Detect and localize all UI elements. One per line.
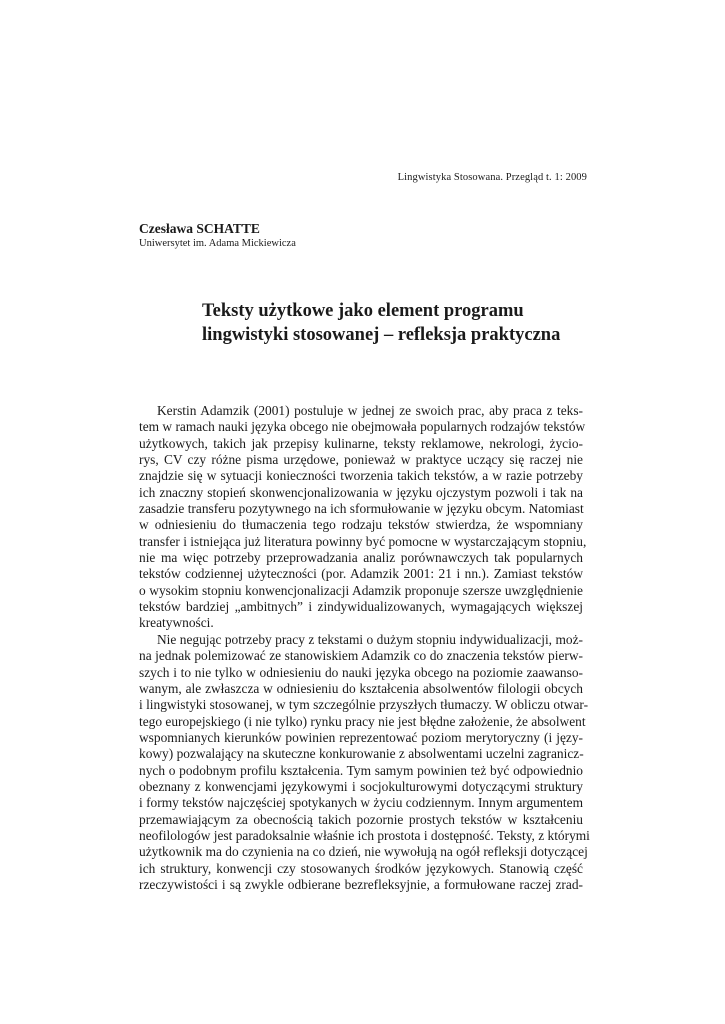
running-header: Lingwistyka Stosowana. Przegląd t. 1: 2009 bbox=[397, 172, 587, 183]
body-line: wanym, ale zwłaszcza w odniesieniu do kształcenia absolwentów filologii obcych bbox=[139, 680, 583, 696]
body-line: tekstów bardziej „ambitnych” i zindywidualizowanych, wymagających większej bbox=[139, 599, 583, 615]
article-title-line: lingwistyki stosowanej – refleksja praktyczna bbox=[202, 325, 561, 345]
body-line: i formy tekstów najczęściej spotykanych w życiu codziennym. Innym argumentem bbox=[139, 795, 583, 811]
article-title-line: Teksty użytkowe jako element programu bbox=[202, 301, 524, 321]
body-line: kreatywności. bbox=[139, 615, 214, 631]
body-line: ich znaczny stopień skonwencjonalizowania w języku ojczystym pozwoli i tak na bbox=[139, 484, 583, 500]
body-line: Nie negując potrzeby pracy z tekstami o dużym stopniu indywidualizacji, moż- bbox=[157, 631, 583, 647]
body-line: nie ma więc potrzeby przeprowadzania analiz porównawczych tak popularnych bbox=[139, 550, 583, 566]
body-line: szych i to nie tylko w odniesieniu do nauki języka obcego na poziomie zaawanso- bbox=[139, 664, 583, 680]
body-line: przemawiającym za obecnością takich pozornie prostych tekstów w kształceniu bbox=[139, 811, 583, 827]
body-line: neofilologów jest paradoksalnie właśnie ich prostota i dostępność. Teksty, z którymi bbox=[139, 827, 590, 843]
body-line: w odniesieniu do tłumaczenia tego rodzaju tekstów stwierdza, że wspomniany bbox=[139, 517, 583, 533]
body-text bbox=[139, 403, 590, 893]
body-line: nych o podobnym profilu kształcenia. Tym samym powinien też być odpowiednio bbox=[139, 762, 583, 778]
body-line: obeznany z konwencjami językowymi i socjokulturowymi dotyczącymi struktury bbox=[139, 778, 583, 794]
body-line: na jednak polemizować ze stanowiskiem Adamzik co do znaczenia tekstów pierw- bbox=[139, 648, 583, 664]
body-line: tekstów codziennej użyteczności (por. Adamzik 2001: 21 i nn.). Zamiast tekstów bbox=[139, 566, 583, 582]
author-name: Czesława SCHATTE bbox=[139, 221, 260, 236]
body-line: Kerstin Adamzik (2001) postuluje w jednej ze swoich prac, aby praca z teks- bbox=[157, 403, 583, 418]
body-line: i lingwistyki stosowanej, w tym szczególnie przyszłych tłumaczy. W obliczu otwar- bbox=[139, 697, 589, 713]
body-line: kowy) pozwalający na skuteczne konkurowanie z absolwentami uczelni zagranicz- bbox=[139, 746, 584, 762]
body-line: zasadzie transferu pozytywnego na ich sformułowanie w języku obcym. Natomiast bbox=[139, 501, 584, 517]
body-line: tem w ramach nauki języka obcego nie obejmowała popularnych rodzajów tekstów bbox=[139, 419, 586, 435]
author-affiliation: Uniwersytet im. Adama Mickiewicza bbox=[139, 238, 296, 249]
body-line: rzeczywistości i są zwykle odbierane bezrefleksyjnie, a formułowane raczej zrad- bbox=[139, 876, 583, 892]
article-title bbox=[202, 299, 622, 347]
body-line: transfer i istniejąca już literatura powinny być pomocne w wystarczającym stopniu, bbox=[139, 533, 587, 549]
body-line: rys, CV czy różne pisma urzędowe, ponieważ w praktyce uczący się raczej nie bbox=[139, 452, 583, 468]
body-line: użytkownik ma do czynienia na co dzień, nie wywołują na ogół refleksji dotyczącej bbox=[139, 844, 588, 860]
body-line: wspomnianych kierunków powinien reprezentować poziom merytoryczny (i języ- bbox=[139, 729, 583, 745]
body-line: znajdzie się w sytuacji konieczności tworzenia takich tekstów, a w razie potrzeby bbox=[139, 468, 583, 484]
body-line: o wysokim stopniu konwencjonalizacji Adamzik proponuje szersze uwzględnienie bbox=[139, 582, 583, 598]
body-line: ich struktury, konwencji czy stosowanych środków językowych. Stanowią część bbox=[139, 860, 583, 876]
body-line: tego europejskiego (i nie tylko) rynku pracy nie jest błędne założenie, że absolwent bbox=[139, 713, 586, 729]
body-line: użytkowych, takich jak przepisy kulinarne, teksty reklamowe, nekrologi, życio- bbox=[139, 435, 583, 451]
